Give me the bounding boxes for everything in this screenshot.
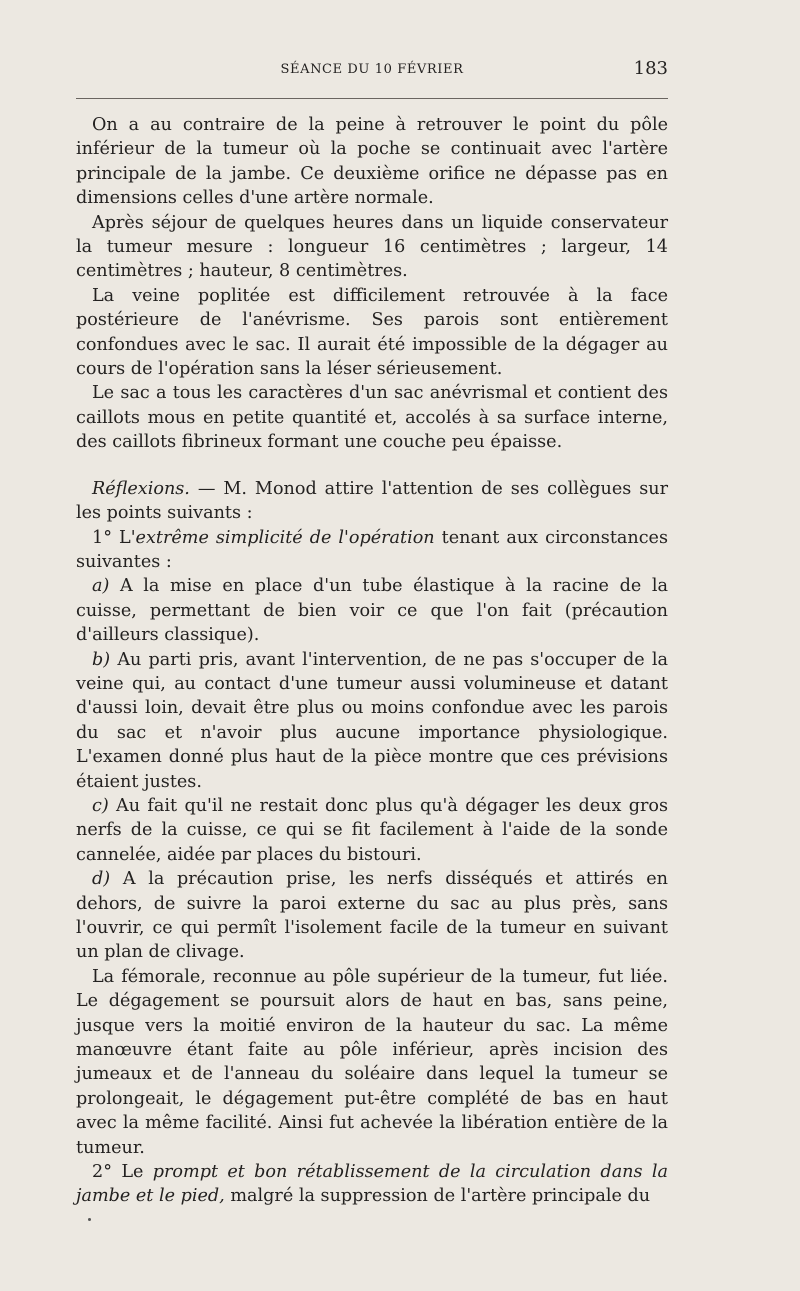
reflexions-label: Réflexions. <box>92 478 190 499</box>
subpoint-b-text: Au parti pris, avant l'intervention, de ne pas s'occuper de la veine qui, au contact d'une tumeur aussi volumineuse et datant d'aussi loin, devait être plus ou moins confondue avec les parois du sac et n'avoir plus aucune importance physiologique. L'examen donné plus haut de la pièce montre que ces prévisions étaient justes. <box>76 649 668 792</box>
subpoint-a-label: a) <box>92 576 110 597</box>
point-2-pre: Le <box>121 1162 153 1183</box>
paragraph: La fémorale, reconnue au pôle supérieur de la tumeur, fut liée. Le dégagement se poursuit alors de haut en bas, sans peine, jusque vers la moitié environ de la hauteur du sac. La même manœuvre étant faite au pôle inférieur, après incision des jumeaux et de l'anneau du soléaire dans lequel la tumeur se prolongeait, le dégagement put-être complété de bas en haut avec la même facilité. Ainsi fut achevée la libération entière de la tumeur. <box>76 966 668 1158</box>
point-1-italic: extrême simplicité de l'opération <box>135 527 435 548</box>
subpoint-d <box>76 867 668 965</box>
page-number: 183 <box>633 58 668 79</box>
subpoint-c <box>76 794 668 867</box>
point-2 <box>76 1160 668 1209</box>
subpoint-a <box>76 574 668 647</box>
subpoint-d-label: d) <box>92 869 111 890</box>
subpoint-d-text: A la précaution prise, les nerfs disséqués et attirés en dehors, de suivre la paroi externe du sac au plus près, sans l'ouvrir, ce qui permît l'isolement facile de la tumeur en suivant un plan de clivage. <box>76 869 668 963</box>
reflexions-text: — M. Monod attire l'attention de ses collègues sur les points suivants : <box>76 478 668 524</box>
paragraph: La veine poplitée est difficilement retrouvée à la face postérieure de l'anévrisme. Ses parois sont entièrement confondues avec le sac. Il aurait été impossible de la dégager au cours de l'opération sans la léser sérieusement. <box>76 285 668 380</box>
subpoint-c-text: Au fait qu'il ne restait donc plus qu'à dégager les deux gros nerfs de la cuisse, ce qui se fit facilement à l'aide de la sonde cannelée, aidée par places du bistouri. <box>76 795 668 865</box>
point-1-number: 1° <box>92 527 120 548</box>
reflexions-paragraph <box>76 477 668 526</box>
stray-mark <box>88 1218 91 1221</box>
body-text <box>76 113 668 1209</box>
point-1-rest: tenant aux circonstances suivantes : <box>76 527 668 572</box>
point-2-number: 2° <box>92 1162 122 1183</box>
subpoint-b <box>76 648 668 794</box>
point-2-rest: malgré la suppression de l'artère principale du <box>224 1186 651 1207</box>
point-2-italic: prompt et bon rétablissement de la circulation dans la jambe et le pied, <box>76 1162 668 1207</box>
paragraph: On a au contraire de la peine à retrouver le point du pôle inférieur de la tumeur où la poche se continuait avec l'artère principale de la jambe. Ce deuxième orifice ne dépasse pas en dimensions celles d'une artère normale. <box>76 115 668 209</box>
header-rule <box>76 98 668 99</box>
paragraph: Le sac a tous les caractères d'un sac anévrismal et contient des caillots mous en petite quantité et, accolés à sa surface interne, des caillots fibrineux formant une couche peu épaisse. <box>76 383 668 453</box>
running-header <box>76 58 668 82</box>
subpoint-a-text: A la mise en place d'un tube élastique à la racine de la cuisse, permettant de bien voir ce que l'on fait (précaution d'ailleurs classique). <box>76 576 668 646</box>
header-title: SÉANCE DU 10 FÉVRIER <box>280 62 464 77</box>
point-1 <box>76 526 668 575</box>
subpoint-b-label: b) <box>92 649 111 670</box>
subpoint-c-label: c) <box>92 795 109 816</box>
point-1-pre: L' <box>119 527 136 548</box>
paragraph: Après séjour de quelques heures dans un liquide conservateur la tumeur mesure : longueur 16 centimètres ; largeur, 14 centimètres ; hauteur, 8 centimètres. <box>76 212 668 282</box>
